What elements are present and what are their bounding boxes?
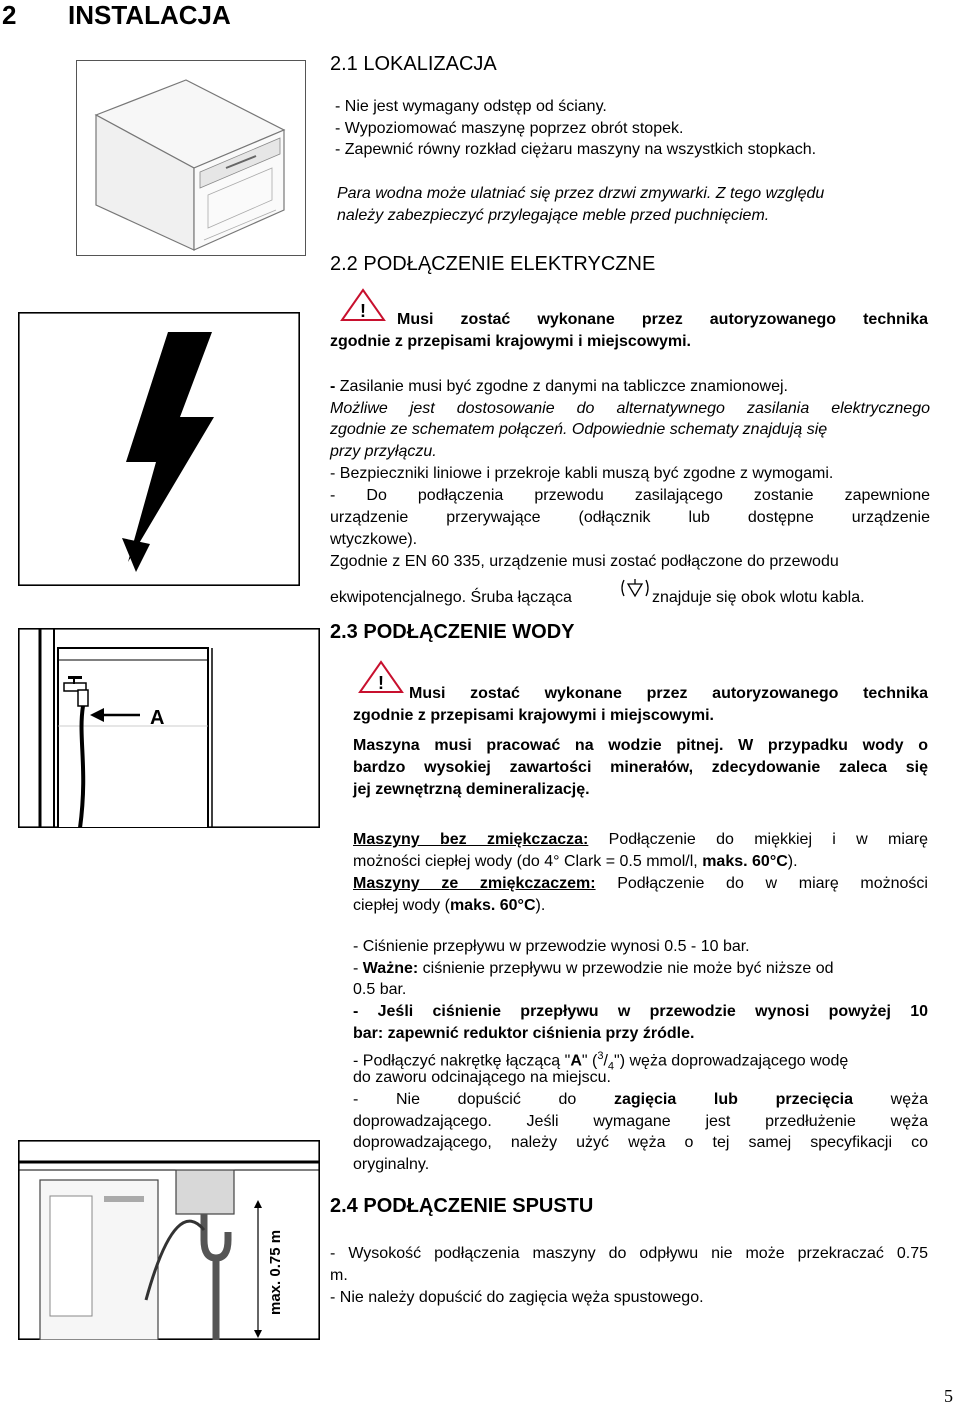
svg-text:!: ! (360, 301, 366, 321)
s22-para-2-line-2 (330, 420, 827, 440)
s22-para-2-line-3: przy przyłączu. (330, 443, 437, 460)
s22-para-3: - Bezpieczniki liniowe i przekroje kabli muszą być zgodne z wymogami. (330, 465, 834, 482)
chapter-number: 2 (2, 0, 17, 30)
s23-warning-line-1: Musi zostać wykonane przez autoryzowanego technika (409, 685, 928, 702)
s23-item-5-line-3: doprowadzającego, należy użyć węża o tej samej specyfikacji co (353, 1134, 928, 1151)
dishwasher-illustration (76, 60, 306, 256)
s21-note-line-1: Para wodna może ulatniać się przez drzwi zmywarki. Z tego względu (337, 185, 825, 202)
drain-connection-illustration (18, 1140, 320, 1340)
s23-item-5-a: - Nie dopuścić do (353, 1091, 614, 1108)
s23-soft1-label: Maszyny bez zmiękczacza: (353, 831, 589, 848)
s23-bold-line-1: Maszyna musi pracować na wodzie pitnej. W przypadku wody o (353, 737, 928, 754)
s23-soft2-line-2c: ). (535, 897, 546, 914)
s23-soft2-text: Podłączenie do w miarę możności (595, 875, 928, 892)
s23-soft1-text: Podłączenie do miękkiej i w miarę (588, 831, 929, 848)
s23-item-5-bold: zagięcia lub przecięcia (613, 1091, 853, 1108)
svg-text:!: ! (378, 673, 384, 693)
s24-line-2: m. (330, 1267, 348, 1284)
section-2-2-title: 2.2 PODŁĄCZENIE ELEKTRYCZNE (330, 253, 656, 275)
s24-line-1: - Wysokość podłączenia maszyny do odpływu nie może przekraczać 0.75 (330, 1245, 928, 1262)
s23-soft1-line-1 (353, 830, 928, 850)
s23-item-2-text: ciśnienie przepływu w przewodzie nie może być niższe od (418, 960, 834, 977)
s24-line-3: - Nie należy dopuścić do zagięcia węża spustowego. (330, 1289, 704, 1306)
s23-soft1-line-2a: możności ciepłej wody (do 4° Clark = 0.5 mmol/l, (353, 853, 703, 870)
s23-soft2-label: Maszyny ze zmiękczaczem: (353, 875, 596, 892)
s23-soft2-line-2a: ciepłej wody ( (353, 897, 450, 914)
s23-item-5-line-4: oryginalny. (353, 1156, 430, 1173)
s23-warning-line-2: zgodnie z przepisami krajowymi i miejscowymi. (353, 707, 714, 724)
warning-icon (340, 288, 386, 322)
s23-item-4-sup: 3 (597, 1050, 604, 1062)
s22-para-5-line-2a: ekwipotencjalnego. Śruba łącząca (330, 589, 572, 606)
s21-bullet-1: - Nie jest wymagany odstęp od ściany. (335, 98, 607, 115)
s23-item-5-line-1 (353, 1090, 928, 1110)
section-2-3-title: 2.3 PODŁĄCZENIE WODY (330, 621, 575, 643)
s23-item-5-c: węża (852, 1091, 928, 1108)
s22-para-2-line-1: Możliwe jest dostosowanie do alternatywnego zasilania elektrycznego (330, 400, 930, 417)
s21-note-line-2: należy zabezpieczyć przylegające meble przed puchnięciem. (337, 207, 770, 224)
s23-item-5-line-2: doprowadzającego. Jeśli wymagane jest przedłużenie węża (353, 1113, 928, 1130)
s22-para-1 (330, 377, 788, 397)
s23-item-3-line-1: - Jeśli ciśnienie przepływu w przewodzie wynosi powyżej 10 (353, 1003, 928, 1020)
section-2-4-title: 2.4 PODŁĄCZENIE SPUSTU (330, 1195, 594, 1217)
s23-item-3-line-2: bar: zapewnić reduktor ciśnienia przy źródle. (353, 1025, 695, 1042)
s22-warning-line-1: Musi zostać wykonane przez autoryzowanego technika (397, 311, 928, 328)
water-figure-label: A (150, 707, 165, 729)
s23-item-4-c: " ( (581, 1052, 598, 1070)
s22-para-1-text: Zasilanie musi być zgodne z danymi na tabliczce znamionowej. (339, 378, 788, 395)
s22-para-2-line-2a: zgodnie ze schematem połączeń. (330, 421, 568, 438)
drain-height-label: max. 0.75 m (267, 1229, 284, 1315)
s22-para-2-line-2b: Odpowiednie schematy znajdują się (567, 421, 828, 438)
electric-hazard-illustration (18, 312, 300, 586)
s23-item-4-sub: 4 (607, 1060, 615, 1073)
s21-bullet-2: - Wypoziomować maszynę poprzez obrót stopek. (335, 120, 684, 137)
s23-soft1-line-2 (353, 852, 798, 872)
s22-para-4-line-2: urządzenie przerywające (odłącznik lub dostępne urządzenie (330, 509, 930, 526)
s23-bold-line-3: jej zewnętrzną demineralizację. (353, 781, 590, 798)
water-connection-illustration (18, 628, 320, 828)
s23-item-2-line-1 (353, 959, 834, 979)
s23-item-2-line-2: 0.5 bar. (353, 981, 407, 998)
s23-item-4-a: - Podłączyć nakrętkę łączącą " (353, 1052, 571, 1070)
s23-item-2-dash: - (353, 960, 363, 977)
s22-para-1-dash: - (330, 378, 340, 395)
s22-para-5-line-1: Zgodnie z EN 60 335, urządzenie musi zostać podłączone do przewodu (330, 553, 839, 570)
s23-item-2-important: Ważne: (362, 960, 419, 977)
chapter-title: INSTALACJA (68, 0, 231, 30)
s23-item-4-d: ") węża doprowadzającego wodę (614, 1052, 849, 1070)
equipotential-symbol-icon (618, 578, 652, 602)
s23-soft2-max-temp: maks. 60°C (449, 897, 536, 914)
s22-warning-line-2: zgodnie z przepisami krajowymi i miejscowymi. (330, 333, 691, 350)
s23-soft2-line-2 (353, 896, 545, 916)
section-2-1-title: 2.1 LOKALIZACJA (330, 53, 497, 75)
page-number: 5 (944, 1386, 953, 1406)
s22-para-4-line-3: wtyczkowe). (330, 531, 418, 548)
warning-icon (358, 660, 404, 694)
s22-para-5-line-2b: znajduje się obok wlotu kabla. (652, 589, 865, 606)
s23-item-4-nut-label: A (570, 1052, 582, 1070)
s23-item-1: - Ciśnienie przepływu w przewodzie wynosi 0.5 - 10 bar. (353, 938, 750, 955)
s22-para-4-line-1: - Do podłączenia przewodu zasilającego zostanie zapewnione (330, 487, 930, 504)
s23-soft1-max-temp: maks. 60°C (702, 853, 788, 870)
s23-soft1-line-2c: ). (787, 853, 798, 870)
s23-bold-line-2: bardzo wysokiej zawartości minerałów, zdecydowanie zaleca się (353, 759, 928, 776)
s23-item-4-slash: / (603, 1052, 608, 1070)
s23-soft2-line-1 (353, 874, 928, 894)
s21-bullet-3: - Zapewnić równy rozkład ciężaru maszyny na wszystkich stopkach. (335, 141, 817, 158)
s23-item-4-line-2: do zaworu odcinającego na miejscu. (353, 1069, 611, 1086)
